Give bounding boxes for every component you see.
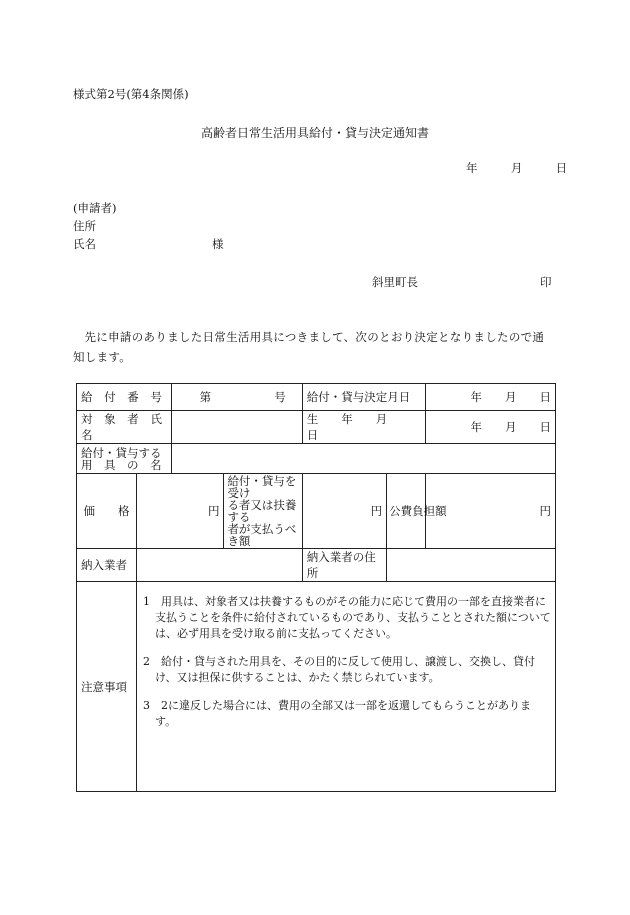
payable-amount-label [224, 474, 302, 549]
equipment-name-label [77, 444, 172, 474]
decision-table [76, 383, 556, 792]
equipment-label-line1: 給付・貸与する [81, 445, 162, 460]
date-day-label: 日 [555, 161, 568, 175]
vendor-label: 納入業者 [77, 549, 137, 582]
payable-label-line1: 給付・貸与を受け [227, 474, 297, 500]
seal-mark: 印 [540, 275, 552, 289]
table-row [77, 444, 556, 474]
benefit-number-label: 給 付 番 号 [77, 384, 172, 411]
vendor-address-field [387, 549, 556, 582]
decision-date-field: 年 月 日 [425, 384, 555, 411]
table-row [77, 411, 556, 444]
applicant-heading: (申請者) [73, 201, 117, 215]
birth-date-field: 年 月 日 [425, 411, 555, 444]
payable-amount-field: 円 [302, 474, 386, 549]
vendor-field [137, 549, 303, 582]
vendor-address-label: 納入業者の住所 [302, 549, 386, 582]
document-title: 高齢者日常生活用具給付・貸与決定通知書 [200, 126, 429, 140]
date-month-label: 月 [510, 161, 523, 175]
number-prefix: 第 [199, 390, 212, 404]
issuer-title: 斜里町長 [372, 275, 418, 289]
decision-date-label: 給付・貸与決定月日 [302, 384, 425, 411]
address-label: 住所 [73, 219, 96, 233]
recipient-name-label: 対 象 者 氏 名 [77, 411, 172, 444]
intro-text: 先に申請のありました日常生活用具につきまして、次のとおり決定となりましたので通知します。 [73, 330, 545, 364]
public-burden-field: 円 [425, 474, 555, 549]
name-label: 氏名 [73, 237, 96, 251]
equipment-name-field [171, 444, 555, 474]
payable-label-line3: 者が支払うべき額 [227, 522, 297, 548]
table-row [77, 582, 556, 792]
note-item: 1 用具は、対象者又は扶養するものがその能力に応じて費用の一部を直接業者に支払うことを条件に給付されているものであり、支払うこととされた額については、必ず用具を受け取る前に支払ってください。 [143, 595, 551, 640]
notes-label: 注意事項 [77, 582, 137, 792]
honorific: 様 [212, 237, 224, 251]
public-burden-label: 公費負担額 [387, 474, 426, 549]
recipient-name-field [171, 411, 302, 444]
note-item: 3 2に違反した場合には、費用の全部又は一部を返還してもらうことがあります。 [143, 699, 531, 728]
table-row [77, 474, 556, 549]
table-row [77, 549, 556, 582]
notes-content [137, 582, 556, 792]
table-row [77, 384, 556, 411]
benefit-number-field [171, 384, 302, 411]
note-item: 2 給付・貸与された用具を、その目的に反して使用し、譲渡し、交換し、貸付け、又は担保に供することは、かたく禁じられています。 [143, 655, 535, 684]
price-label: 価 格 [77, 474, 137, 549]
issue-date [466, 160, 567, 176]
payable-label-line2: る者又は扶養する [227, 498, 297, 524]
applicant-block [73, 199, 224, 253]
price-field: 円 [137, 474, 224, 549]
number-suffix: 号 [274, 390, 286, 404]
equipment-label-line2: 用 具 の 名 [81, 457, 162, 472]
date-year-label: 年 [466, 161, 478, 175]
form-number: 様式第2号(第4条関係) [73, 87, 189, 101]
birth-date-label: 生 年 月 日 [302, 411, 425, 444]
